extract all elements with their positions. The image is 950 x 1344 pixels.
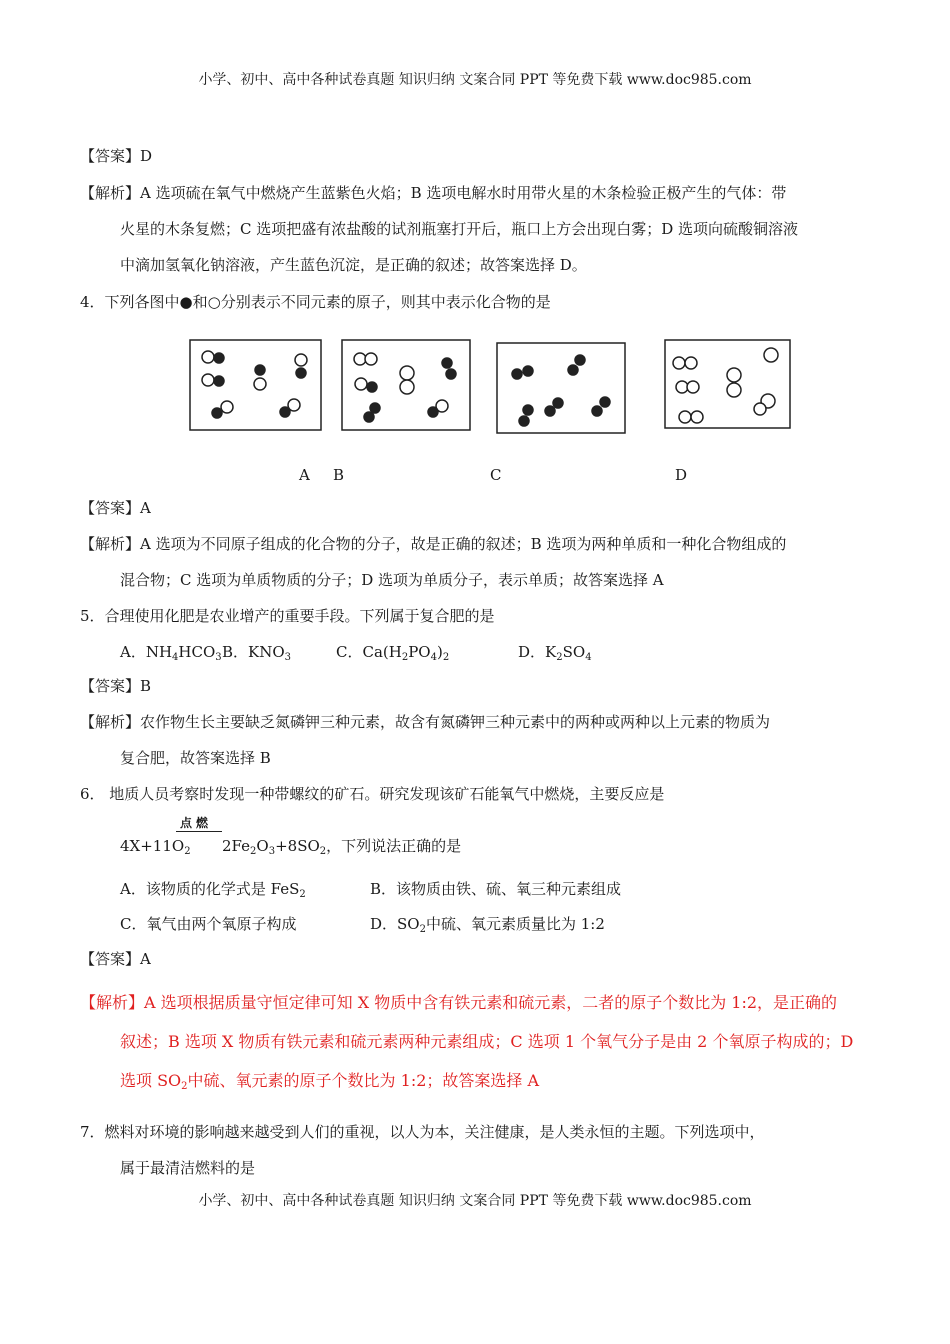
q5-stem: 5．合理使用化肥是农业增产的重要手段。下列属于复合肥的是 bbox=[80, 607, 495, 625]
diagram-label-b: B bbox=[333, 466, 345, 484]
diagram-label-a: A bbox=[299, 466, 310, 484]
q6-stem: 6． 地质人员考察时发现一种带螺纹的矿石。研究发现该矿石能氧气中燃烧，主要反应是 bbox=[80, 785, 665, 803]
page-header: 小学、初中、高中各种试卷真题 知识归纳 文案合同 PPT 等免费下载 www.doc985.com bbox=[198, 72, 752, 88]
diagram-c-frame bbox=[497, 343, 625, 433]
q6-answer: 【答案】A bbox=[80, 950, 151, 968]
q4-analysis-1: 【解析】A 选项为不同原子组成的化合物的分子，故是正确的叙述；B 选项为两种单质和一种化合物组成的 bbox=[80, 535, 787, 553]
q6-condition-line bbox=[176, 831, 222, 832]
q6-equation-left: $4X+11O_2$ bbox=[120, 837, 191, 857]
q6-analysis-3: 选项 $SO_2$中硫、氧元素的原子个数比为 1:2；故答案选择 A bbox=[120, 1071, 540, 1092]
diagram-d bbox=[665, 340, 790, 428]
q6-option-a: A．该物质的化学式是 FeS$_2$ bbox=[120, 880, 306, 900]
q6-reaction-condition: 点燃 bbox=[180, 816, 213, 830]
q7-stem-1: 7．燃料对环境的影响越来越受到人们的重视，以人为本，关注健康，是人类永恒的主题。下列选项中， bbox=[80, 1123, 765, 1141]
q5-option-a: A．$NH_4HCO_3$ bbox=[120, 643, 222, 663]
q5-analysis-2: 复合肥，故答案选择 B bbox=[120, 749, 271, 767]
q5-answer: 【答案】B bbox=[80, 677, 152, 695]
q6-analysis-1: 【解析】A 选项根据质量守恒定律可知 X 物质中含有铁元素和硫元素，二者的原子个数比为 1:2，是正确的 bbox=[80, 993, 838, 1012]
q6-equation-right: $2Fe_2O_3+8SO_2$，下列说法正确的是 bbox=[222, 837, 462, 857]
diagram-label-d: D bbox=[675, 466, 688, 484]
diagram-label-c: C bbox=[490, 466, 502, 484]
q3-analysis-1: 【解析】A 选项硫在氧气中燃烧产生蓝紫色火焰；B 选项电解水时用带火星的木条检验正极产生的气体：带 bbox=[80, 184, 787, 202]
q6-option-c: C．氧气由两个氧原子构成 bbox=[120, 915, 297, 933]
diagram-b bbox=[342, 340, 470, 430]
q7-stem-2: 属于最清洁燃料的是 bbox=[120, 1159, 256, 1177]
q4-answer: 【答案】A bbox=[80, 499, 151, 517]
q4-analysis-2: 混合物；C 选项为单质物质的分子；D 选项为单质分子，表示单质；故答案选择 A bbox=[120, 571, 664, 589]
q4-stem: 4．下列各图中●和○分别表示不同元素的原子，则其中表示化合物的是 bbox=[80, 293, 551, 311]
q4-diagrams bbox=[185, 335, 805, 440]
q5-option-b: B．$KNO_3$ bbox=[222, 643, 292, 663]
q5-analysis-1: 【解析】农作物生长主要缺乏氮磷钾三种元素，故含有氮磷钾三种元素中的两种或两种以上元素的物质为 bbox=[80, 713, 771, 731]
diagram-a bbox=[190, 340, 321, 430]
q6-option-d: D．$SO_2$中硫、氧元素质量比为 1:2 bbox=[370, 915, 605, 935]
q5-option-c: C．$Ca(H_2PO_4)_2$ bbox=[336, 643, 450, 663]
q3-answer: 【答案】D bbox=[80, 147, 153, 165]
q3-analysis-3: 中滴加氢氧化钠溶液，产生蓝色沉淀，是正确的叙述；故答案选择 D。 bbox=[120, 256, 587, 274]
q3-analysis-2: 火星的木条复燃；C 选项把盛有浓盐酸的试剂瓶塞打开后，瓶口上方会出现白雾；D 选项向硫酸铜溶液 bbox=[120, 220, 799, 238]
q6-analysis-2: 叙述；B 选项 X 物质有铁元素和硫元素两种元素组成；C 选项 1 个氧气分子是由 2 个氧原子构成的；D bbox=[120, 1032, 854, 1051]
q6-option-b: B．该物质由铁、硫、氧三种元素组成 bbox=[370, 880, 622, 898]
diagram-c bbox=[497, 343, 625, 433]
q5-option-d: D．$K_2SO_4$ bbox=[518, 643, 592, 663]
page-footer: 小学、初中、高中各种试卷真题 知识归纳 文案合同 PPT 等免费下载 www.doc985.com bbox=[198, 1193, 752, 1209]
